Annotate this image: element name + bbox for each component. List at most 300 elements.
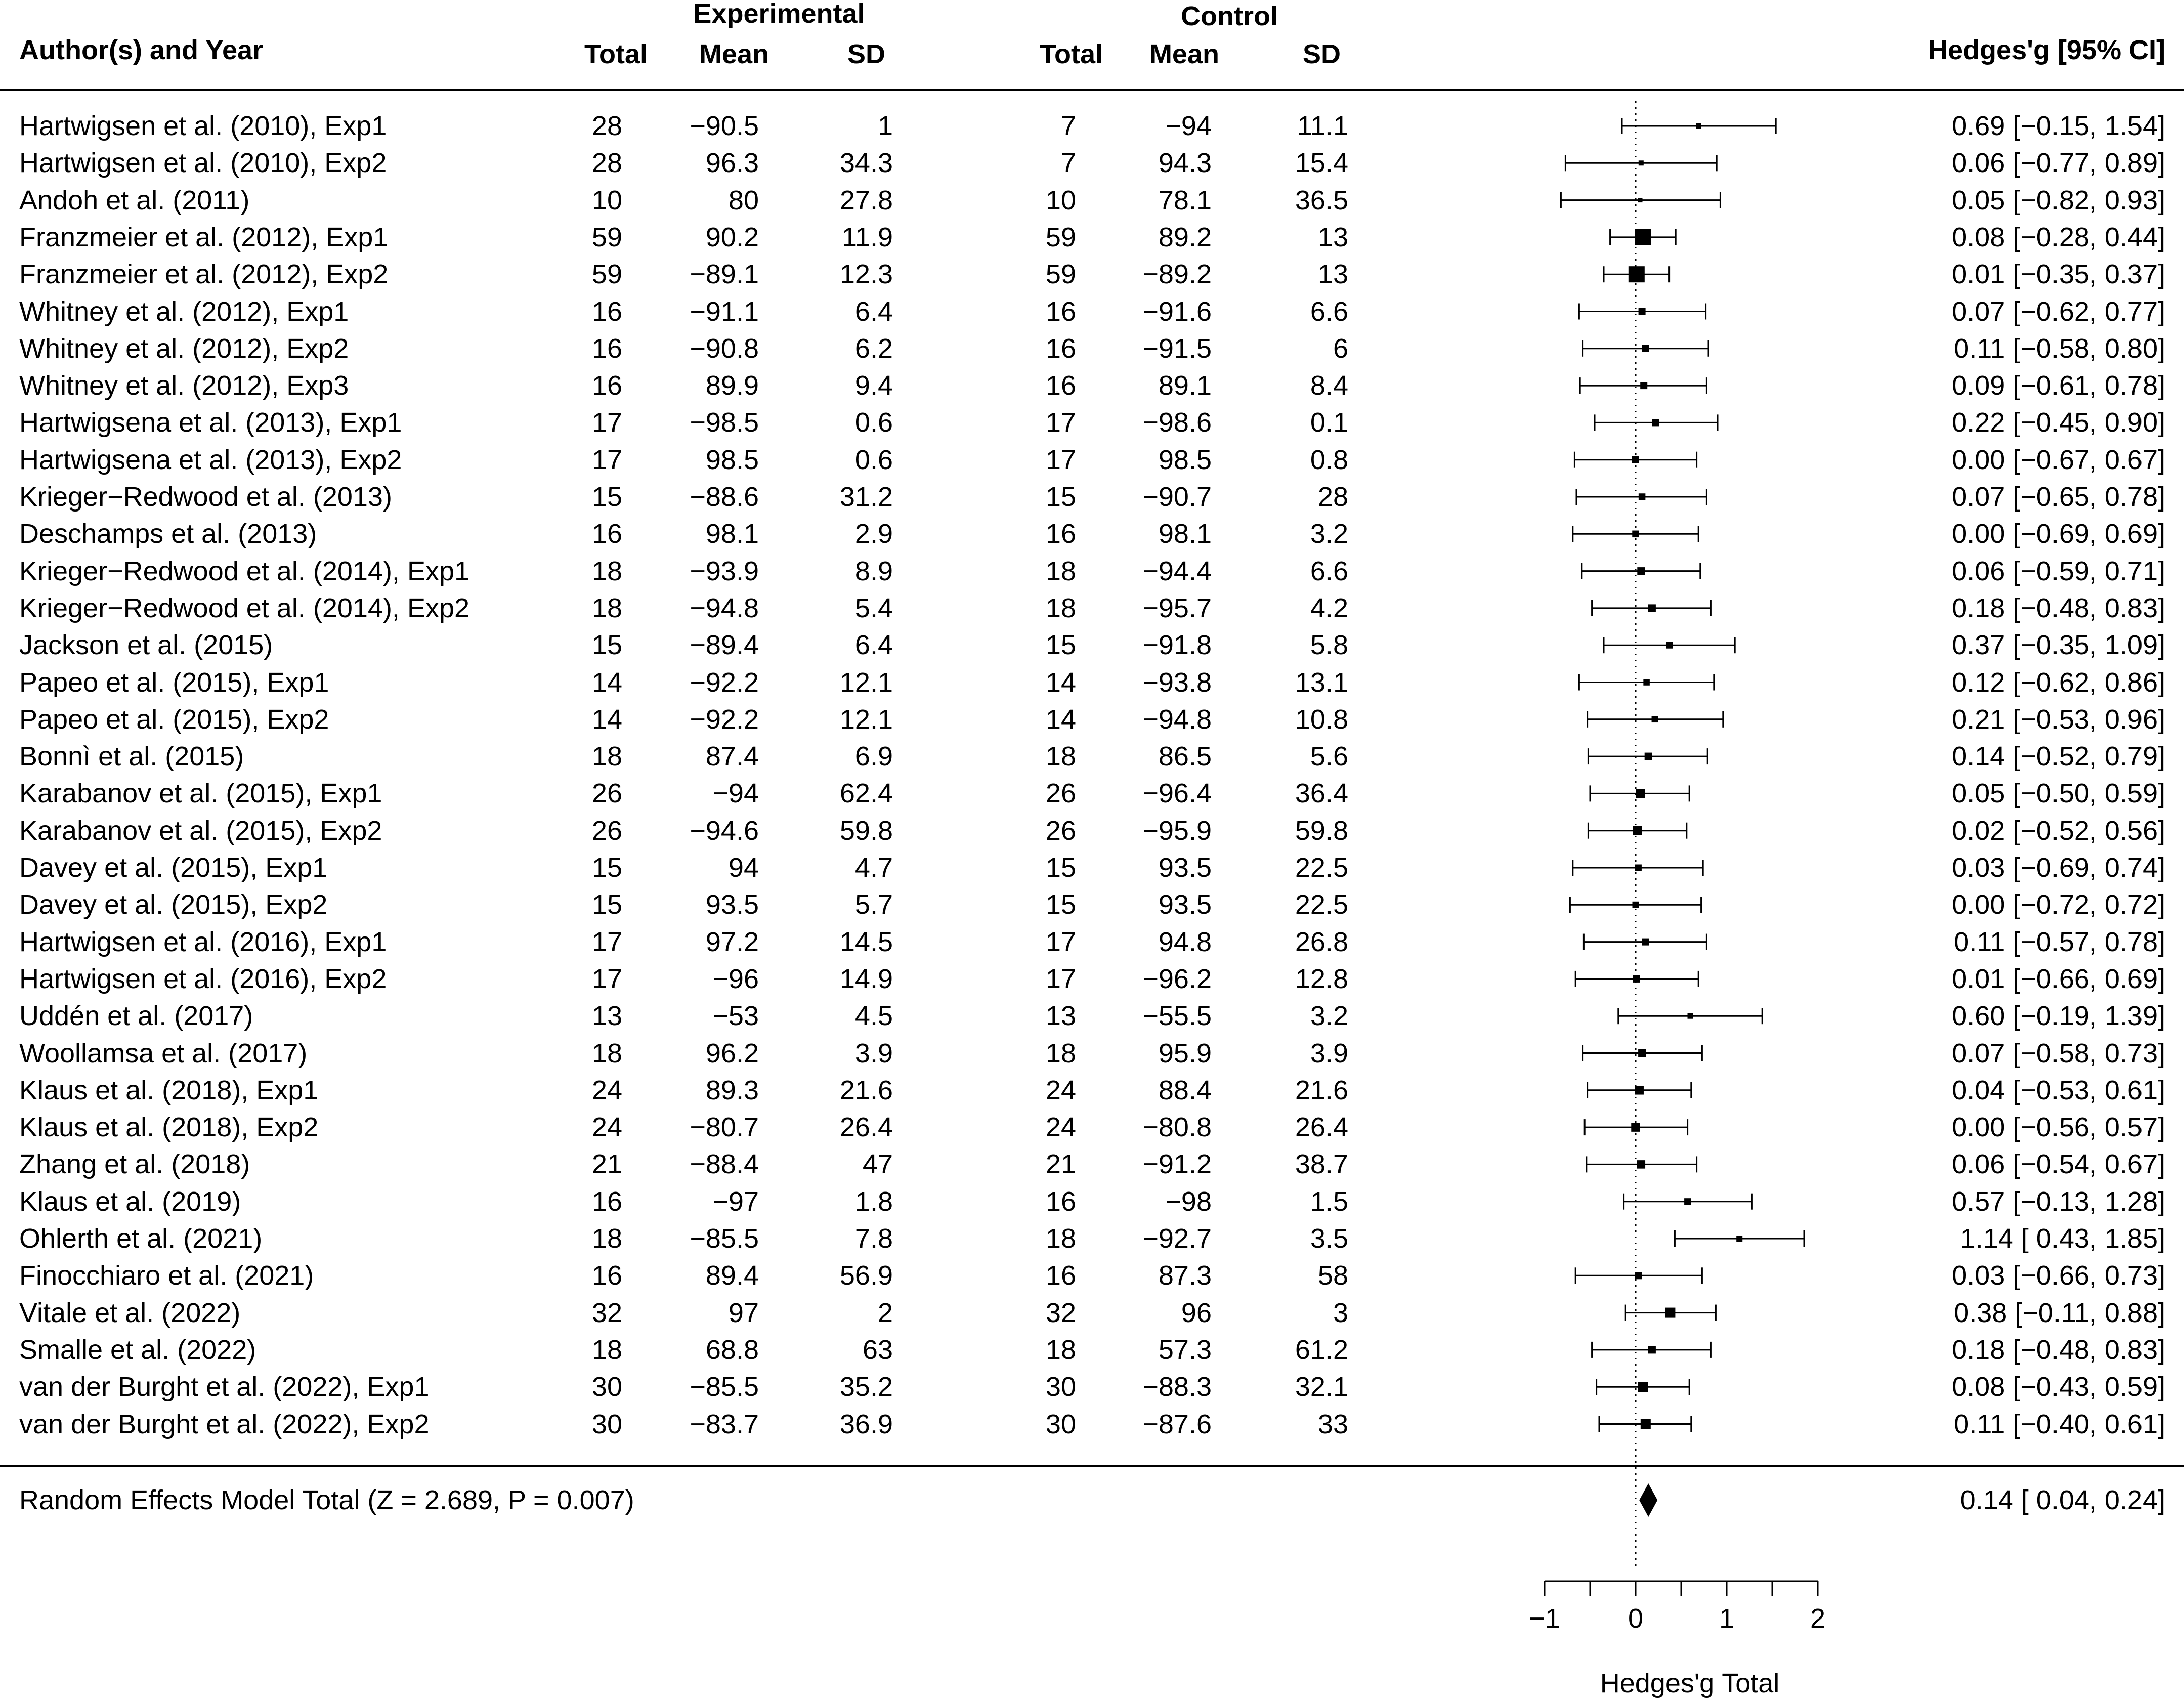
exp-mean-cell: 89.3 <box>705 1075 759 1105</box>
ctl-total-cell: 16 <box>1045 296 1076 327</box>
ctl-mean-cell: −55.5 <box>1142 1001 1212 1032</box>
summary-ci-text: 0.14 [ 0.04, 0.24] <box>1960 1485 2165 1515</box>
summary-label: Random Effects Model Total (Z = 2.689, P = 0.007) <box>19 1485 634 1515</box>
exp-total-cell: 21 <box>591 1149 622 1180</box>
effect-square <box>1639 160 1644 165</box>
ctl-sd-cell: 3.2 <box>1310 519 1348 549</box>
exp-mean-cell: −88.6 <box>690 482 759 512</box>
ctl-mean-cell: −95.9 <box>1142 815 1212 846</box>
exp-sd-cell: 4.7 <box>854 853 893 883</box>
study-name: Karabanov et al. (2015), Exp1 <box>19 778 382 809</box>
study-name: Whitney et al. (2012), Exp1 <box>19 296 349 327</box>
x-axis-tick-label: −1 <box>1529 1603 1560 1634</box>
ctl-mean-cell: 96 <box>1181 1297 1212 1328</box>
ctl-total-cell: 16 <box>1045 519 1076 549</box>
ci-text-cell: 0.11 [−0.40, 0.61] <box>1954 1409 2165 1439</box>
study-name: Andoh et al. (2011) <box>19 185 250 216</box>
exp-sd-cell: 63 <box>862 1334 893 1365</box>
ctl-total-cell: 24 <box>1045 1112 1076 1143</box>
study-name: Finocchiaro et al. (2021) <box>19 1260 314 1291</box>
effect-square <box>1633 826 1642 835</box>
exp-total-cell: 32 <box>591 1297 622 1328</box>
study-name: Klaus et al. (2019) <box>19 1186 241 1217</box>
exp-total-cell: 16 <box>591 1186 622 1217</box>
exp-mean-cell: −89.4 <box>690 630 759 661</box>
effect-square <box>1635 1086 1644 1095</box>
effect-square <box>1638 1382 1648 1392</box>
exp-total-cell: 15 <box>591 482 622 512</box>
ctl-mean-cell: −98 <box>1165 1186 1212 1217</box>
exp-sd-cell: 21.6 <box>839 1075 893 1105</box>
exp-mean-cell: 87.4 <box>705 741 759 772</box>
ctl-sd-cell: 26.8 <box>1295 926 1348 957</box>
ci-text-cell: 0.11 [−0.57, 0.78] <box>1954 926 2165 957</box>
ctl-total-cell: 15 <box>1045 889 1076 920</box>
study-name: Hartwigsena et al. (2013), Exp2 <box>19 444 402 475</box>
exp-sd-cell: 0.6 <box>854 407 893 438</box>
ctl-mean-cell: 86.5 <box>1158 741 1212 772</box>
ci-text-cell: 0.09 [−0.61, 0.78] <box>1952 370 2165 401</box>
ci-text-cell: 0.37 [−0.35, 1.09] <box>1952 630 2165 661</box>
ctl-sd-cell: 5.8 <box>1310 630 1348 661</box>
exp-mean-cell: 89.9 <box>705 370 759 401</box>
exp-total-cell: 17 <box>591 407 622 438</box>
ctl-mean-cell: −91.2 <box>1142 1149 1212 1180</box>
exp-sd-cell: 2 <box>877 1297 893 1328</box>
exp-total-cell: 30 <box>591 1409 622 1439</box>
effect-square <box>1639 308 1646 315</box>
exp-sd-header: SD <box>847 39 885 69</box>
ci-text-cell: 0.07 [−0.58, 0.73] <box>1952 1038 2165 1069</box>
study-name: Hartwigsen et al. (2010), Exp1 <box>19 111 387 141</box>
ci-text-cell: 0.00 [−0.67, 0.67] <box>1952 444 2165 475</box>
ctl-mean-cell: −95.7 <box>1142 592 1212 623</box>
exp-mean-cell: −88.4 <box>690 1149 759 1180</box>
study-name: Hartwigsen et al. (2016), Exp1 <box>19 926 387 957</box>
exp-total-cell: 17 <box>591 444 622 475</box>
exp-sd-cell: 11.9 <box>841 222 893 252</box>
control-group-header: Control <box>1181 1 1278 31</box>
ctl-sd-cell: 3 <box>1333 1297 1348 1328</box>
exp-total-cell: 16 <box>591 519 622 549</box>
study-name: Hartwigsen et al. (2016), Exp2 <box>19 963 387 994</box>
study-name: Hartwigsen et al. (2010), Exp2 <box>19 148 387 179</box>
ci-text-cell: 1.14 [ 0.43, 1.85] <box>1960 1223 2165 1254</box>
study-name: Davey et al. (2015), Exp2 <box>19 889 328 920</box>
exp-mean-cell: −98.5 <box>690 407 759 438</box>
exp-mean-cell: −91.1 <box>690 296 759 327</box>
effect-square <box>1638 198 1643 202</box>
ctl-total-cell: 14 <box>1045 704 1076 735</box>
exp-total-cell: 24 <box>591 1075 622 1105</box>
ctl-sd-cell: 8.4 <box>1310 370 1348 401</box>
ci-text-cell: 0.14 [−0.52, 0.79] <box>1952 741 2165 772</box>
exp-sd-cell: 56.9 <box>839 1260 893 1291</box>
ctl-sd-cell: 6 <box>1333 333 1348 364</box>
x-axis-tick-label: 2 <box>1810 1603 1826 1634</box>
ci-text-cell: 0.00 [−0.56, 0.57] <box>1952 1112 2165 1143</box>
study-name: Whitney et al. (2012), Exp2 <box>19 333 349 364</box>
ctl-mean-cell: 98.5 <box>1158 444 1212 475</box>
ctl-mean-cell: −96.4 <box>1142 778 1212 809</box>
ctl-total-cell: 26 <box>1045 778 1076 809</box>
ci-text-cell: 0.08 [−0.28, 0.44] <box>1952 222 2165 252</box>
ctl-mean-cell: −93.8 <box>1142 667 1212 698</box>
ctl-mean-cell: −91.8 <box>1142 630 1212 661</box>
ci-text-cell: 0.00 [−0.72, 0.72] <box>1952 889 2165 920</box>
study-name: Ohlerth et al. (2021) <box>19 1223 263 1254</box>
effect-square <box>1635 229 1651 245</box>
ctl-mean-cell: −89.2 <box>1142 259 1212 290</box>
ctl-sd-cell: 10.8 <box>1295 704 1348 735</box>
ctl-sd-cell: 28 <box>1317 482 1348 512</box>
study-name: Zhang et al. (2018) <box>19 1149 250 1180</box>
exp-mean-cell: −92.2 <box>690 704 759 735</box>
ctl-mean-cell: 87.3 <box>1158 1260 1212 1291</box>
exp-mean-cell: −94.6 <box>690 815 759 846</box>
ctl-total-cell: 59 <box>1045 222 1076 252</box>
exp-total-cell: 15 <box>591 889 622 920</box>
ctl-mean-cell: −87.6 <box>1142 1409 1212 1439</box>
effect-size-header: Hedges'g [95% CI] <box>1928 35 2165 65</box>
ctl-total-cell: 15 <box>1045 482 1076 512</box>
effect-square <box>1638 1049 1646 1057</box>
exp-sd-cell: 6.9 <box>854 741 893 772</box>
effect-square <box>1666 642 1673 649</box>
exp-total-cell: 28 <box>591 148 622 179</box>
study-name: Papeo et al. (2015), Exp2 <box>19 704 329 735</box>
ci-text-cell: 0.21 [−0.53, 0.96] <box>1952 704 2165 735</box>
ctl-sd-cell: 13 <box>1317 222 1348 252</box>
exp-sd-cell: 5.7 <box>854 889 893 920</box>
exp-total-cell: 15 <box>591 853 622 883</box>
exp-total-cell: 59 <box>591 259 622 290</box>
ctl-sd-cell: 59.8 <box>1295 815 1348 846</box>
study-name: Davey et al. (2015), Exp1 <box>19 853 328 883</box>
ctl-sd-cell: 26.4 <box>1295 1112 1348 1143</box>
ctl-mean-cell: −94.4 <box>1142 556 1212 586</box>
exp-mean-cell: 94 <box>728 853 759 883</box>
effect-square <box>1631 1123 1640 1132</box>
effect-square <box>1642 939 1649 946</box>
ctl-total-cell: 26 <box>1045 815 1076 846</box>
exp-mean-cell: −93.9 <box>690 556 759 586</box>
exp-sd-cell: 34.3 <box>839 148 893 179</box>
exp-mean-cell: −53 <box>712 1001 759 1032</box>
exp-total-cell: 16 <box>591 296 622 327</box>
ctl-mean-cell: 89.2 <box>1158 222 1212 252</box>
ctl-mean-cell: −94 <box>1165 111 1212 141</box>
ci-text-cell: 0.01 [−0.35, 0.37] <box>1952 259 2165 290</box>
study-name: Klaus et al. (2018), Exp2 <box>19 1112 319 1143</box>
ctl-sd-cell: 38.7 <box>1295 1149 1348 1180</box>
ctl-total-cell: 59 <box>1045 259 1076 290</box>
exp-sd-cell: 1 <box>877 111 893 141</box>
ctl-sd-cell: 0.8 <box>1310 444 1348 475</box>
exp-sd-cell: 35.2 <box>839 1372 893 1402</box>
exp-sd-cell: 0.6 <box>854 444 893 475</box>
ctl-mean-cell: 93.5 <box>1158 853 1212 883</box>
ctl-total-cell: 18 <box>1045 1038 1076 1069</box>
exp-total-cell: 14 <box>591 667 622 698</box>
ctl-mean-cell: 95.9 <box>1158 1038 1212 1069</box>
exp-mean-cell: 98.1 <box>705 519 759 549</box>
exp-sd-cell: 2.9 <box>854 519 893 549</box>
exp-mean-cell: 98.5 <box>705 444 759 475</box>
ctl-sd-cell: 1.5 <box>1310 1186 1348 1217</box>
ctl-mean-cell: −96.2 <box>1142 963 1212 994</box>
ctl-mean-header: Mean <box>1149 39 1219 69</box>
study-name: Krieger−Redwood et al. (2013) <box>19 482 392 512</box>
effect-square <box>1633 975 1640 983</box>
effect-square <box>1645 753 1652 760</box>
ci-text-cell: 0.18 [−0.48, 0.83] <box>1952 1334 2165 1365</box>
ctl-sd-cell: 61.2 <box>1295 1334 1348 1365</box>
effect-square <box>1688 1013 1693 1019</box>
ctl-total-cell: 13 <box>1045 1001 1076 1032</box>
study-name: Klaus et al. (2018), Exp1 <box>19 1075 319 1105</box>
exp-sd-cell: 26.4 <box>839 1112 893 1143</box>
ctl-mean-cell: −98.6 <box>1142 407 1212 438</box>
study-name: van der Burght et al. (2022), Exp1 <box>19 1372 430 1402</box>
x-axis-title: Hedges'g Total <box>1600 1668 1780 1698</box>
exp-sd-cell: 7.8 <box>854 1223 893 1254</box>
ctl-mean-cell: −91.5 <box>1142 333 1212 364</box>
exp-sd-cell: 6.4 <box>854 630 893 661</box>
effect-square <box>1643 679 1650 686</box>
ctl-sd-cell: 3.5 <box>1310 1223 1348 1254</box>
exp-mean-cell: 96.2 <box>705 1038 759 1069</box>
ctl-total-cell: 7 <box>1060 148 1076 179</box>
ctl-sd-cell: 0.1 <box>1310 407 1348 438</box>
effect-square <box>1637 567 1645 575</box>
ctl-total-cell: 32 <box>1045 1297 1076 1328</box>
exp-sd-cell: 4.5 <box>854 1001 893 1032</box>
exp-sd-cell: 59.8 <box>839 815 893 846</box>
x-axis-tick-label: 1 <box>1719 1603 1735 1634</box>
exp-mean-cell: −83.7 <box>690 1409 759 1439</box>
ctl-sd-cell: 4.2 <box>1310 592 1348 623</box>
exp-mean-header: Mean <box>699 39 769 69</box>
exp-sd-cell: 31.2 <box>839 482 893 512</box>
exp-total-cell: 17 <box>591 926 622 957</box>
exp-mean-cell: −89.1 <box>690 259 759 290</box>
ctl-total-cell: 30 <box>1045 1372 1076 1402</box>
ci-text-cell: 0.38 [−0.11, 0.88] <box>1954 1297 2165 1328</box>
exp-sd-cell: 14.9 <box>839 963 893 994</box>
exp-total-cell: 17 <box>591 963 622 994</box>
study-name: Bonnì et al. (2015) <box>19 741 244 772</box>
exp-mean-cell: 90.2 <box>705 222 759 252</box>
ctl-total-cell: 17 <box>1045 963 1076 994</box>
exp-sd-cell: 14.5 <box>839 926 893 957</box>
ci-text-cell: 0.57 [−0.13, 1.28] <box>1952 1186 2165 1217</box>
exp-total-cell: 18 <box>591 741 622 772</box>
effect-square <box>1639 493 1646 500</box>
ctl-total-cell: 7 <box>1060 111 1076 141</box>
exp-mean-cell: −96 <box>712 963 759 994</box>
ctl-sd-cell: 6.6 <box>1310 296 1348 327</box>
exp-total-cell: 24 <box>591 1112 622 1143</box>
ci-text-cell: 0.12 [−0.62, 0.86] <box>1952 667 2165 698</box>
study-name: Whitney et al. (2012), Exp3 <box>19 370 349 401</box>
ctl-total-cell: 16 <box>1045 370 1076 401</box>
ctl-total-cell: 16 <box>1045 333 1076 364</box>
effect-square <box>1640 382 1647 389</box>
x-axis-tick-label: 0 <box>1628 1603 1644 1634</box>
ctl-mean-cell: −80.8 <box>1142 1112 1212 1143</box>
exp-mean-cell: −90.8 <box>690 333 759 364</box>
exp-total-cell: 15 <box>591 630 622 661</box>
effect-square <box>1696 123 1701 129</box>
summary-diamond <box>1639 1483 1657 1517</box>
exp-sd-cell: 12.1 <box>839 667 893 698</box>
exp-total-cell: 28 <box>591 111 622 141</box>
ci-text-cell: 0.03 [−0.66, 0.73] <box>1952 1260 2165 1291</box>
exp-mean-cell: 97.2 <box>705 926 759 957</box>
ctl-sd-cell: 3.2 <box>1310 1001 1348 1032</box>
exp-total-cell: 16 <box>591 333 622 364</box>
ci-text-cell: 0.05 [−0.50, 0.59] <box>1952 778 2165 809</box>
ctl-mean-cell: −88.3 <box>1142 1372 1212 1402</box>
exp-sd-cell: 12.1 <box>839 704 893 735</box>
ctl-total-cell: 16 <box>1045 1260 1076 1291</box>
ctl-sd-cell: 3.9 <box>1310 1038 1348 1069</box>
ctl-mean-cell: 89.1 <box>1158 370 1212 401</box>
exp-mean-cell: 89.4 <box>705 1260 759 1291</box>
ci-text-cell: 0.01 [−0.66, 0.69] <box>1952 963 2165 994</box>
ctl-sd-header: SD <box>1302 39 1341 69</box>
exp-total-cell: 26 <box>591 778 622 809</box>
ctl-total-cell: 24 <box>1045 1075 1076 1105</box>
ci-text-cell: 0.05 [−0.82, 0.93] <box>1952 185 2165 216</box>
exp-sd-cell: 62.4 <box>839 778 893 809</box>
ctl-total-cell: 18 <box>1045 592 1076 623</box>
exp-total-cell: 18 <box>591 592 622 623</box>
ctl-sd-cell: 21.6 <box>1295 1075 1348 1105</box>
ctl-mean-cell: −94.8 <box>1142 704 1212 735</box>
study-name: Franzmeier et al. (2012), Exp1 <box>19 222 389 252</box>
ctl-sd-cell: 11.1 <box>1297 111 1348 141</box>
effect-square <box>1648 604 1656 612</box>
ci-text-cell: 0.60 [−0.19, 1.39] <box>1952 1001 2165 1032</box>
exp-total-cell: 18 <box>591 1223 622 1254</box>
exp-mean-cell: 68.8 <box>705 1334 759 1365</box>
exp-mean-cell: 96.3 <box>705 148 759 179</box>
exp-mean-cell: 93.5 <box>705 889 759 920</box>
ctl-total-cell: 14 <box>1045 667 1076 698</box>
effect-square <box>1648 1346 1656 1353</box>
study-name: Smalle et al. (2022) <box>19 1334 256 1365</box>
study-name: Hartwigsena et al. (2013), Exp1 <box>19 407 402 438</box>
exp-mean-cell: −80.7 <box>690 1112 759 1143</box>
study-name: Jackson et al. (2015) <box>19 630 273 661</box>
ctl-total-cell: 16 <box>1045 1186 1076 1217</box>
study-name: van der Burght et al. (2022), Exp2 <box>19 1409 430 1439</box>
effect-square <box>1636 789 1645 798</box>
exp-total-cell: 18 <box>591 556 622 586</box>
ctl-sd-cell: 6.6 <box>1310 556 1348 586</box>
ctl-sd-cell: 22.5 <box>1295 853 1348 883</box>
exp-mean-cell: −94.8 <box>690 592 759 623</box>
ci-text-cell: 0.06 [−0.77, 0.89] <box>1952 148 2165 179</box>
study-name: Vitale et al. (2022) <box>19 1297 241 1328</box>
exp-total-cell: 10 <box>591 185 622 216</box>
ctl-total-cell: 18 <box>1045 1334 1076 1365</box>
exp-total-cell: 26 <box>591 815 622 846</box>
ci-text-cell: 0.06 [−0.59, 0.71] <box>1952 556 2165 586</box>
exp-mean-cell: −94 <box>712 778 759 809</box>
ctl-mean-cell: −90.7 <box>1142 482 1212 512</box>
effect-square <box>1652 716 1658 723</box>
effect-square <box>1642 345 1649 352</box>
ctl-total-cell: 18 <box>1045 1223 1076 1254</box>
ctl-total-cell: 17 <box>1045 444 1076 475</box>
effect-square <box>1736 1236 1742 1242</box>
effect-square <box>1635 865 1642 871</box>
ci-text-cell: 0.00 [−0.69, 0.69] <box>1952 519 2165 549</box>
exp-mean-cell: −90.5 <box>690 111 759 141</box>
effect-square <box>1652 419 1659 426</box>
study-name: Krieger−Redwood et al. (2014), Exp2 <box>19 592 470 623</box>
exp-sd-cell: 36.9 <box>839 1409 893 1439</box>
experimental-group-header: Experimental <box>693 0 865 29</box>
ctl-total-cell: 15 <box>1045 853 1076 883</box>
ci-text-cell: 0.22 [−0.45, 0.90] <box>1952 407 2165 438</box>
exp-sd-cell: 47 <box>862 1149 893 1180</box>
ci-text-cell: 0.04 [−0.53, 0.61] <box>1952 1075 2165 1105</box>
ctl-total-cell: 21 <box>1045 1149 1076 1180</box>
effect-square <box>1632 456 1639 463</box>
ctl-mean-cell: −91.6 <box>1142 296 1212 327</box>
exp-mean-cell: −92.2 <box>690 667 759 698</box>
ctl-total-cell: 18 <box>1045 556 1076 586</box>
study-name: Woollamsa et al. (2017) <box>19 1038 308 1069</box>
ctl-sd-cell: 13 <box>1317 259 1348 290</box>
ctl-total-cell: 18 <box>1045 741 1076 772</box>
ctl-mean-cell: 94.8 <box>1158 926 1212 957</box>
ctl-total-cell: 17 <box>1045 926 1076 957</box>
ctl-sd-cell: 12.8 <box>1295 963 1348 994</box>
exp-mean-cell: 97 <box>728 1297 759 1328</box>
ci-text-cell: 0.07 [−0.62, 0.77] <box>1952 296 2165 327</box>
effect-square <box>1633 902 1639 908</box>
study-name: Franzmeier et al. (2012), Exp2 <box>19 259 389 290</box>
ci-text-cell: 0.18 [−0.48, 0.83] <box>1952 592 2165 623</box>
ctl-mean-cell: −92.7 <box>1142 1223 1212 1254</box>
exp-total-cell: 18 <box>591 1334 622 1365</box>
ci-text-cell: 0.11 [−0.58, 0.80] <box>1954 333 2165 364</box>
ctl-sd-cell: 22.5 <box>1295 889 1348 920</box>
study-column-header: Author(s) and Year <box>19 35 264 65</box>
study-name: Papeo et al. (2015), Exp1 <box>19 667 329 698</box>
exp-sd-cell: 8.9 <box>854 556 893 586</box>
exp-sd-cell: 9.4 <box>854 370 893 401</box>
study-name: Karabanov et al. (2015), Exp2 <box>19 815 382 846</box>
ctl-mean-cell: 93.5 <box>1158 889 1212 920</box>
ctl-sd-cell: 13.1 <box>1295 667 1348 698</box>
ctl-mean-cell: 94.3 <box>1158 148 1212 179</box>
ctl-sd-cell: 33 <box>1317 1409 1348 1439</box>
ctl-sd-cell: 15.4 <box>1295 148 1348 179</box>
ctl-sd-cell: 32.1 <box>1295 1372 1348 1402</box>
exp-total-cell: 18 <box>591 1038 622 1069</box>
ci-text-cell: 0.06 [−0.54, 0.67] <box>1952 1149 2165 1180</box>
ctl-mean-cell: 78.1 <box>1158 185 1212 216</box>
ctl-sd-cell: 5.6 <box>1310 741 1348 772</box>
study-name: Uddén et al. (2017) <box>19 1001 253 1032</box>
ci-text-cell: 0.08 [−0.43, 0.59] <box>1952 1372 2165 1402</box>
